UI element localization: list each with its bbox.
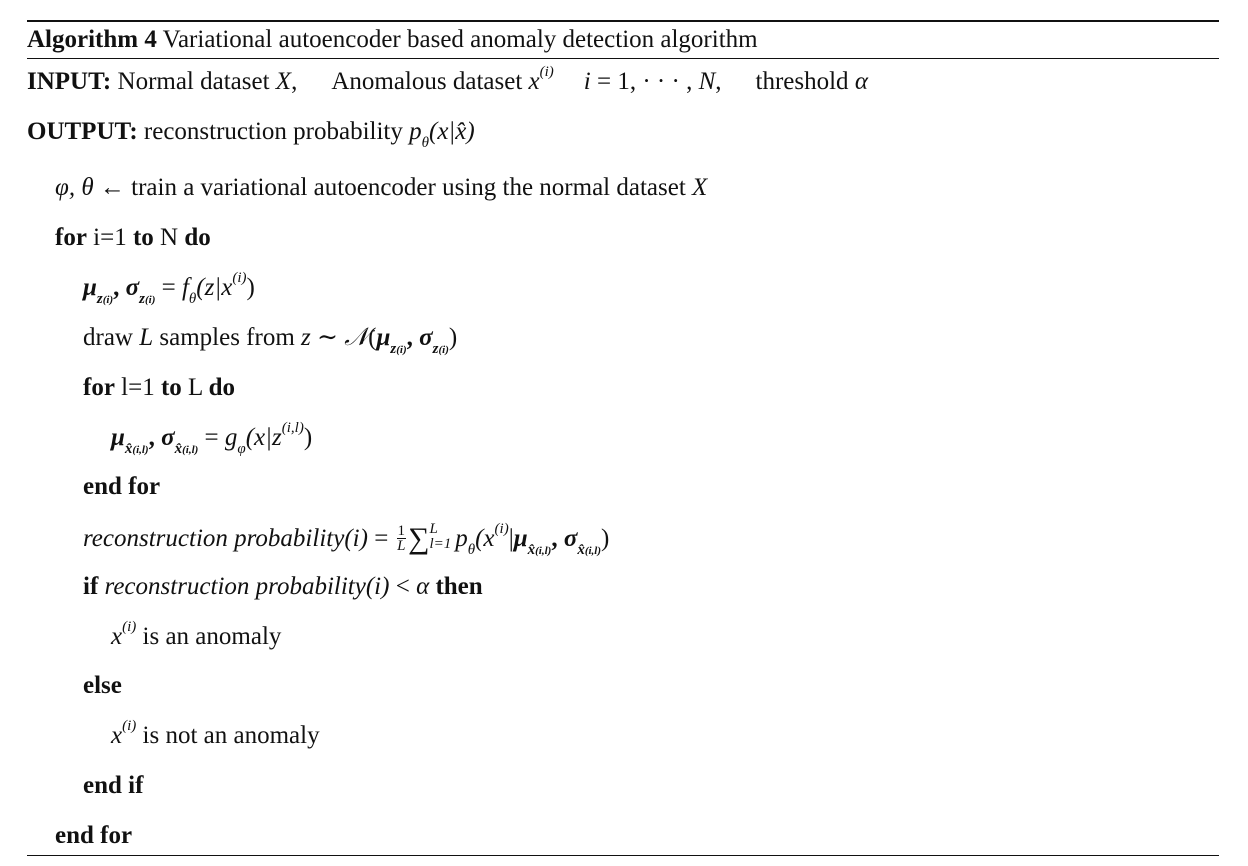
step-reconstruction	[83, 520, 610, 558]
sample-var: x	[111, 722, 123, 749]
superscript: (i)	[232, 269, 247, 286]
step-decode	[111, 419, 313, 457]
paren-close: )	[448, 324, 458, 351]
subscript	[97, 291, 113, 307]
sigma-symbol: σ	[419, 324, 433, 351]
index-upper: N	[698, 68, 716, 95]
threshold-var: α	[416, 573, 430, 600]
subscript	[390, 341, 406, 357]
subscript: θ	[467, 542, 476, 558]
equals: =	[198, 424, 225, 451]
step-for-outer	[55, 223, 211, 253]
output-expr: p	[409, 118, 422, 145]
fraction	[397, 524, 407, 553]
subscript	[433, 341, 449, 357]
result-text: is an anomaly	[136, 623, 282, 650]
fn-args: (x	[475, 525, 495, 552]
paren-close: )	[601, 525, 610, 552]
loop-bound: N	[153, 224, 185, 251]
algorithm-title: Variational autoencoder based anomaly detection algorithm	[162, 26, 758, 53]
output-expr-args: (x|x̂)	[429, 118, 475, 145]
sub-sup: (i)	[144, 294, 156, 306]
step-for-inner	[83, 373, 235, 403]
separator: ,	[148, 424, 162, 451]
step-end-for-outer: end for	[55, 822, 133, 849]
draw-text: samples from	[153, 324, 302, 351]
sub-var: z	[96, 291, 103, 307]
step-encode	[83, 269, 255, 307]
subscript	[139, 291, 155, 307]
draw-text: draw	[83, 324, 140, 351]
sub-sup: (i)	[102, 294, 114, 306]
subscript	[175, 441, 199, 457]
step-if	[83, 572, 483, 602]
separator: ,	[291, 68, 298, 95]
subscript	[528, 542, 552, 558]
fraction-numerator: 1	[397, 522, 406, 539]
sigma-symbol: σ	[563, 525, 578, 552]
normal-dist: 𝒩	[344, 324, 369, 351]
tilde: ∼	[310, 324, 345, 351]
bottom-rule	[27, 855, 1219, 856]
superscript: (i)	[122, 717, 137, 734]
sub-sup: (i,l)	[535, 545, 552, 557]
mu-symbol: μ	[513, 525, 528, 552]
fn-args: (x|z	[245, 424, 282, 451]
sample-count: L	[139, 324, 154, 351]
condition-arg: (i)	[365, 573, 390, 600]
sum-upper: L	[429, 521, 438, 538]
keyword-do: do	[184, 224, 211, 251]
output-keyword: OUTPUT:	[27, 118, 138, 145]
subscript: θ	[188, 291, 197, 307]
top-rule	[27, 20, 1219, 22]
step-not-anomaly	[111, 717, 320, 751]
subscript	[125, 441, 149, 457]
sub-sup: (i)	[438, 344, 449, 356]
step-train	[55, 173, 707, 203]
subscript: φ	[237, 441, 246, 457]
keyword-to: to	[160, 374, 182, 401]
subscript: θ	[421, 135, 429, 151]
sub-var: x̂	[577, 542, 585, 558]
loop-init: i=1	[86, 224, 133, 251]
recon-label: reconstruction probability	[83, 525, 345, 552]
keyword-do: do	[208, 374, 236, 401]
step-draw	[83, 323, 458, 357]
input-normal-text: Normal dataset	[117, 68, 270, 95]
superscript: (i,l)	[281, 419, 304, 436]
sum-symbol: ∑	[408, 522, 430, 555]
mu-symbol: μ	[376, 324, 391, 351]
step-end-for-inner: end for	[83, 473, 161, 500]
loop-init: l=1	[114, 374, 161, 401]
keyword-to: to	[132, 224, 154, 251]
subscript	[577, 542, 601, 558]
keyword-then: then	[429, 573, 483, 600]
sub-var: z	[139, 291, 145, 307]
keyword-for: for	[83, 374, 115, 401]
paren-close: )	[246, 274, 255, 301]
sub-sup: (i,l)	[584, 545, 602, 557]
given-bar: |	[508, 525, 514, 552]
superscript: (i)	[494, 520, 509, 537]
separator: ,	[715, 68, 722, 95]
input-threshold-var: α	[854, 68, 868, 95]
superscript: (i)	[122, 618, 137, 635]
recon-arg: (i)	[344, 525, 368, 552]
index-var: i	[583, 68, 591, 95]
equals: =	[367, 525, 395, 552]
keyword-if: if	[83, 573, 99, 600]
step-else: else	[83, 672, 122, 699]
dataset-var: X	[692, 174, 708, 201]
sub-var: x̂	[174, 441, 183, 457]
separator: ,	[551, 525, 564, 552]
output-line	[27, 117, 475, 151]
input-normal-var: X	[275, 68, 292, 95]
sum-lower: l=1	[429, 536, 452, 553]
decoder-fn: g	[224, 424, 238, 451]
train-text: train a variational autoencoder using the normal dataset	[131, 174, 693, 201]
algorithm-label: Algorithm 4	[27, 26, 157, 53]
sub-sup: (i,l)	[132, 444, 149, 456]
superscript: (i)	[539, 63, 554, 80]
input-anomalous-var: x	[528, 68, 540, 95]
sub-sup: (i)	[396, 344, 407, 356]
separator: ,	[406, 324, 420, 351]
mu-symbol: μ	[111, 424, 125, 451]
sub-sup: (i,l)	[182, 444, 199, 456]
caption-rule	[27, 58, 1219, 59]
assign-arrow: ←	[93, 174, 132, 201]
equals: =	[155, 274, 182, 301]
sub-var: z	[432, 341, 439, 357]
prob-fn: p	[455, 525, 468, 552]
latent-var: z	[301, 324, 311, 351]
algorithm-caption	[27, 25, 758, 55]
input-threshold-text: threshold	[755, 68, 849, 95]
separator: ,	[113, 274, 126, 301]
encoder-fn: f	[181, 274, 189, 301]
input-keyword: INPUT:	[27, 68, 112, 95]
condition: reconstruction probability	[98, 573, 366, 600]
fraction-denominator: L	[397, 537, 406, 554]
mu-symbol: μ	[83, 274, 97, 301]
fn-args: (z|x	[196, 274, 233, 301]
paren-close: )	[303, 424, 313, 451]
sigma-symbol: σ	[161, 424, 175, 451]
step-end-if: end if	[83, 772, 144, 799]
sigma-symbol: σ	[125, 274, 140, 301]
loop-bound: L	[181, 374, 209, 401]
params: φ, θ	[55, 174, 94, 201]
input-line	[27, 63, 868, 97]
sub-var: x̂	[527, 542, 536, 558]
sub-var: z	[390, 341, 397, 357]
index-range: = 1, · · · ,	[590, 68, 699, 95]
input-anomalous-text: Anomalous dataset	[331, 68, 523, 95]
sum-limits	[429, 522, 451, 552]
keyword-for: for	[55, 224, 87, 251]
paren-open: (	[368, 324, 377, 351]
result-text: is not an anomaly	[136, 722, 320, 749]
output-text: reconstruction probability	[143, 118, 403, 145]
sample-var: x	[111, 623, 123, 650]
less-than: <	[389, 573, 417, 600]
step-is-anomaly	[111, 618, 282, 652]
sub-var: x̂	[124, 441, 133, 457]
